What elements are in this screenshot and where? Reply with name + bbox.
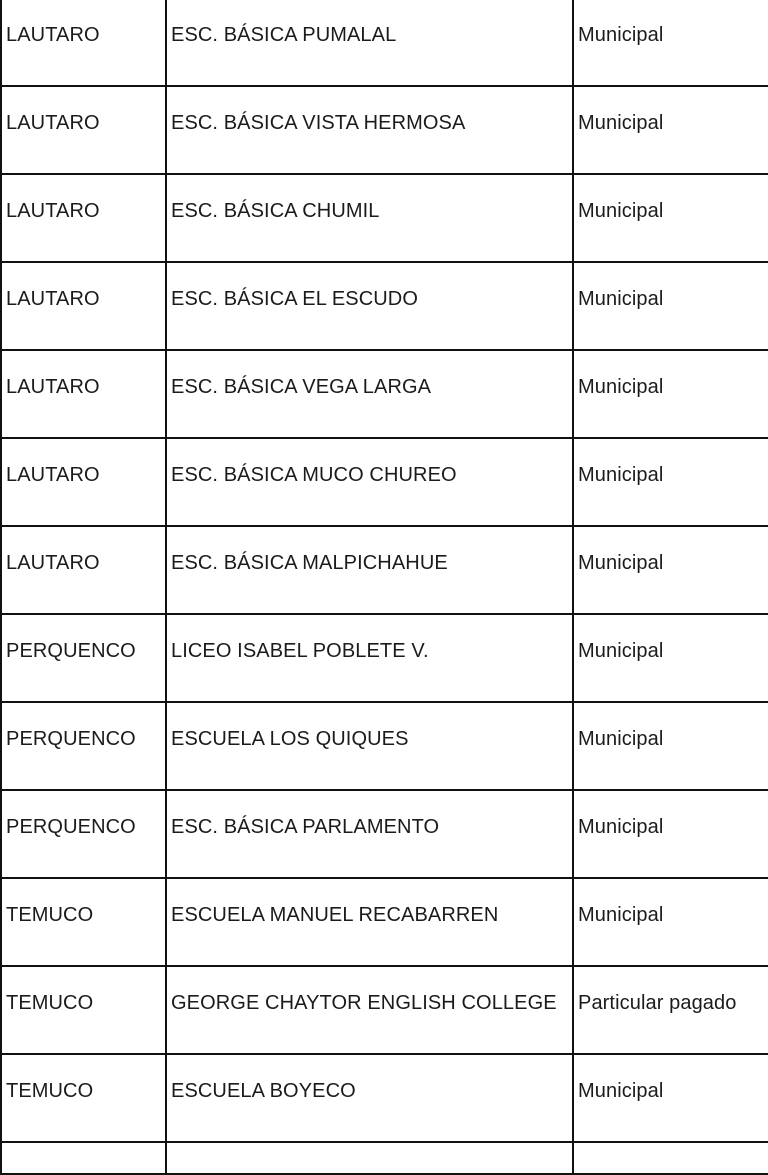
table-row xyxy=(1,614,768,702)
dependency-cell: Municipal xyxy=(573,702,768,790)
dependency-cell: Municipal xyxy=(573,438,768,526)
school-name-cell: ESC. BÁSICA PARLAMENTO xyxy=(166,790,573,878)
dependency-cell: Municipal xyxy=(573,262,768,350)
table-row xyxy=(1,526,768,614)
table-row xyxy=(1,966,768,1054)
dependency-cell: Municipal xyxy=(573,350,768,438)
empty-cell xyxy=(166,1142,573,1174)
dependency-cell: Municipal xyxy=(573,790,768,878)
school-name-cell: ESC. BÁSICA MALPICHAHUE xyxy=(166,526,573,614)
school-name-cell: ESC. BÁSICA VISTA HERMOSA xyxy=(166,86,573,174)
table-row xyxy=(1,262,768,350)
table-row xyxy=(1,438,768,526)
empty-cell xyxy=(1,1142,166,1174)
school-name-cell: ESC. BÁSICA CHUMIL xyxy=(166,174,573,262)
dependency-cell: Municipal xyxy=(573,174,768,262)
table-row xyxy=(1,790,768,878)
dependency-cell: Municipal xyxy=(573,86,768,174)
table-row xyxy=(1,0,768,86)
commune-cell: PERQUENCO xyxy=(1,614,166,702)
school-name-cell: LICEO ISABEL POBLETE V. xyxy=(166,614,573,702)
school-name-cell: GEORGE CHAYTOR ENGLISH COLLEGE xyxy=(166,966,573,1054)
commune-cell: LAUTARO xyxy=(1,350,166,438)
dependency-cell: Municipal xyxy=(573,1054,768,1142)
commune-cell: TEMUCO xyxy=(1,878,166,966)
commune-cell: LAUTARO xyxy=(1,262,166,350)
empty-cell xyxy=(573,1142,768,1174)
commune-cell: PERQUENCO xyxy=(1,790,166,878)
table-row xyxy=(1,1054,768,1142)
table-row xyxy=(1,350,768,438)
table-row xyxy=(1,702,768,790)
school-name-cell: ESCUELA MANUEL RECABARREN xyxy=(166,878,573,966)
commune-cell: TEMUCO xyxy=(1,966,166,1054)
school-name-cell: ESC. BÁSICA MUCO CHUREO xyxy=(166,438,573,526)
school-name-cell: ESCUELA LOS QUIQUES xyxy=(166,702,573,790)
table-row xyxy=(1,86,768,174)
school-name-cell: ESCUELA BOYECO xyxy=(166,1054,573,1142)
commune-cell: LAUTARO xyxy=(1,0,166,86)
table-row-partial xyxy=(1,1142,768,1174)
commune-cell: LAUTARO xyxy=(1,86,166,174)
dependency-cell: Municipal xyxy=(573,526,768,614)
dependency-cell: Municipal xyxy=(573,878,768,966)
commune-cell: LAUTARO xyxy=(1,174,166,262)
table-row xyxy=(1,878,768,966)
commune-cell: TEMUCO xyxy=(1,1054,166,1142)
commune-cell: LAUTARO xyxy=(1,438,166,526)
dependency-cell: Municipal xyxy=(573,614,768,702)
commune-cell: PERQUENCO xyxy=(1,702,166,790)
school-name-cell: ESC. BÁSICA PUMALAL xyxy=(166,0,573,86)
school-name-cell: ESC. BÁSICA EL ESCUDO xyxy=(166,262,573,350)
school-name-cell: ESC. BÁSICA VEGA LARGA xyxy=(166,350,573,438)
dependency-cell: Particular pagado xyxy=(573,966,768,1054)
table-row xyxy=(1,174,768,262)
commune-cell: LAUTARO xyxy=(1,526,166,614)
dependency-cell: Municipal xyxy=(573,0,768,86)
